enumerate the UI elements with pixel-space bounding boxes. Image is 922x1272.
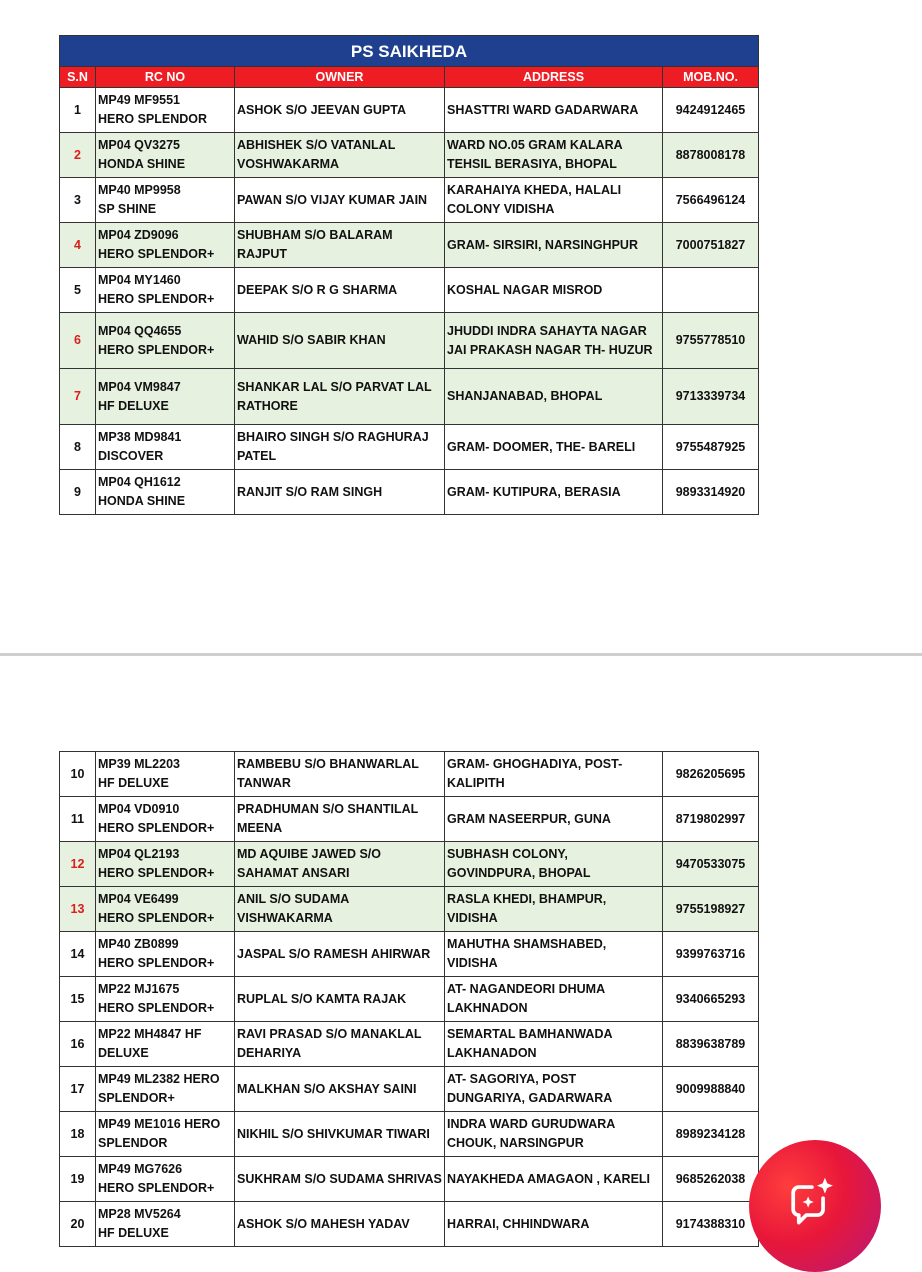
cell-sn-line: 3 [74,192,81,207]
table-row [60,842,759,887]
cell-rc-no-line: HERO SPLENDOR+ [98,292,215,306]
cell-mob-no [663,1022,759,1067]
cell-sn-line: 11 [70,811,85,826]
cell-owner [235,977,445,1022]
cell-owner-line: DEEPAK S/O R G SHARMA [237,282,398,297]
header-address: ADDRESS [445,67,663,88]
cell-mob-no-line: 9826205695 [675,766,746,781]
cell-owner [235,1112,445,1157]
cell-rc-no-line: MP04 VE6499 [98,892,179,906]
cell-mob-no-line: 9399763716 [675,946,746,961]
cell-address [445,1022,663,1067]
cell-owner [235,932,445,977]
cell-sn [60,178,96,223]
cell-rc-no-line: DELUXE [98,1046,149,1060]
cell-rc-no [96,977,235,1022]
cell-rc-no-line: MP49 MG7626 [98,1162,183,1176]
cell-sn [60,1202,96,1247]
cell-owner-line: PRADHUMAN S/O SHANTILAL [237,802,419,816]
cell-sn [60,470,96,515]
cell-sn-line: 17 [70,1081,85,1096]
cell-rc-no-line: MP49 ME1016 HERO [98,1117,221,1131]
cell-owner [235,1067,445,1112]
cell-owner-line: VOSHWAKARMA [237,157,340,171]
cell-sn-line: 18 [70,1126,85,1141]
cell-address [445,369,663,425]
cell-mob-no [663,977,759,1022]
cell-rc-no [96,470,235,515]
cell-mob-no-line: 7566496124 [675,192,746,207]
cell-mob-no [663,88,759,133]
header-owner: OWNER [235,67,445,88]
cell-owner [235,797,445,842]
cell-owner-line: RAJPUT [237,247,288,261]
cell-address-line: WARD NO.05 GRAM KALARA [447,138,623,152]
cell-mob-no-line: 9755198927 [675,901,746,916]
cell-rc-no-line: HERO SPLENDOR+ [98,866,215,880]
cell-owner-line: PAWAN S/O VIJAY KUMAR JAIN [237,192,428,207]
cell-address [445,1202,663,1247]
cell-sn [60,932,96,977]
cell-mob-no [663,133,759,178]
cell-address-line: AT- NAGANDEORI DHUMA [447,982,606,996]
cell-address-line: DUNGARIYA, GADARWARA [447,1091,613,1105]
cell-mob-no [663,1157,759,1202]
cell-rc-no-line: MP04 QH1612 [98,475,181,489]
cell-rc-no-line: HERO SPLENDOR [98,112,208,126]
cell-address-line: RASLA KHEDI, BHAMPUR, VIDISHA [447,892,607,925]
table-row [60,887,759,932]
table-row [60,932,759,977]
cell-owner-line: RUPLAL S/O KAMTA RAJAK [237,991,407,1006]
cell-address-line: KARAHAIYA KHEDA, HALALI [447,183,622,197]
cell-mob-no-line: 8989234128 [675,1126,746,1141]
cell-address [445,1112,663,1157]
cell-sn [60,1112,96,1157]
cell-address [445,268,663,313]
cell-mob-no-line: 9685262038 [675,1171,746,1186]
table-row [60,470,759,515]
cell-address-line: SHANJANABAD, BHOPAL [447,389,603,403]
cell-owner-line: ANIL S/O SUDAMA [237,892,350,906]
cell-mob-no [663,1067,759,1112]
cell-address-line: LAKHNADON [447,1001,528,1015]
cell-rc-no-line: HF DELUXE [98,398,169,413]
cell-rc-no-line: SP SHINE [98,202,157,216]
cell-owner-line: PATEL [237,449,277,463]
cell-address [445,425,663,470]
cell-rc-no [96,887,235,932]
table-row [60,1067,759,1112]
cell-owner-line: RANJIT S/O RAM SINGH [237,484,383,499]
cell-rc-no-line: MP04 QV3275 [98,138,180,152]
cell-address [445,470,663,515]
cell-owner-line: SUKHRAM S/O SUDAMA SHRIVAS [237,1171,442,1186]
cell-rc-no [96,223,235,268]
cell-mob-no [663,313,759,369]
vehicle-table-page-1 [59,35,759,515]
cell-address [445,887,663,932]
cell-mob-no [663,470,759,515]
table-title: PS SAIKHEDA [60,36,759,67]
cell-rc-no-line: HERO SPLENDOR+ [98,1181,215,1195]
cell-owner [235,133,445,178]
cell-address [445,313,663,369]
cell-sn-line: 14 [70,946,85,961]
cell-sn [60,1022,96,1067]
cell-owner-line: SAHAMAT ANSARI [237,866,350,880]
table-row [60,313,759,369]
cell-owner-line: MEENA [237,821,283,835]
cell-rc-no [96,88,235,133]
cell-address [445,842,663,887]
cell-rc-no [96,313,235,369]
cell-owner-line: BHAIRO SINGH S/O RAGHURAJ [237,430,429,444]
cell-rc-no-line: MP04 MY1460 [98,273,181,287]
cell-mob-no-line: 9009988840 [675,1081,746,1096]
cell-owner-line: NIKHIL S/O SHIVKUMAR TIWARI [237,1126,430,1141]
cell-mob-no-line: 8878008178 [675,147,746,162]
cell-address [445,1067,663,1112]
table-row [60,133,759,178]
cell-owner-line: ASHOK S/O JEEVAN GUPTA [237,102,407,117]
cell-rc-no [96,1112,235,1157]
cell-rc-no [96,797,235,842]
table-row [60,1022,759,1067]
cell-address-line: COLONY VIDISHA [447,202,555,216]
cell-owner-line: RAVI PRASAD S/O MANAKLAL [237,1027,422,1041]
cell-address-line: KALIPITH [447,776,505,790]
cell-sn-line: 13 [70,901,85,916]
cell-owner-line: RAMBEBU S/O BHANWARLAL [237,757,419,771]
header-sn: S.N [60,67,96,88]
cell-rc-no-line: MP39 ML2203 [98,757,180,771]
table-row [60,425,759,470]
cell-rc-no [96,425,235,470]
cell-address-line: TEHSIL BERASIYA, BHOPAL [447,157,617,171]
cell-owner [235,178,445,223]
table-row [60,1202,759,1247]
cell-mob-no-line: 9713339734 [675,389,746,403]
cell-sn [60,268,96,313]
cell-rc-no-line: HONDA SHINE [98,157,186,171]
cell-address [445,223,663,268]
cell-rc-no-line: MP40 ZB0899 [98,937,179,951]
cell-address-line: SHASTTRI WARD GADARWARA [447,102,639,117]
table-row [60,1112,759,1157]
cell-rc-no [96,752,235,797]
cell-sn-line: 12 [70,856,85,871]
cell-rc-no-line: HF DELUXE [98,1226,169,1240]
cell-mob-no [663,178,759,223]
cell-owner [235,887,445,932]
cell-owner [235,752,445,797]
cell-rc-no-line: HERO SPLENDOR+ [98,247,215,261]
cell-rc-no-line: MP22 MH4847 HF [98,1027,202,1041]
cell-mob-no-line: 9424912465 [675,102,746,117]
cell-sn-line: 4 [74,237,81,252]
cell-owner-line: ASHOK S/O MAHESH YADAV [237,1216,410,1231]
cell-address-line: CHOUK, NARSINGPUR [447,1136,584,1150]
cell-owner-line: SHUBHAM S/O BALARAM [237,228,393,242]
cell-rc-no-line: MP22 MJ1675 [98,982,180,996]
cell-mob-no-line: 9755487925 [675,439,746,454]
cell-sn-line: 10 [70,766,85,781]
cell-mob-no [663,223,759,268]
cell-sn-line: 1 [74,102,81,117]
cell-owner [235,268,445,313]
cell-rc-no-line: MP49 ML2382 HERO [98,1072,220,1086]
cell-sn [60,425,96,470]
header-rc-no: RC NO [96,67,235,88]
table-title-row [60,36,759,67]
table-row [60,369,759,425]
table-row [60,268,759,313]
cell-address [445,88,663,133]
table-row [60,178,759,223]
cell-sn-line: 5 [74,282,81,297]
cell-owner-line: MALKHAN S/O AKSHAY SAINI [237,1081,417,1096]
table-row [60,223,759,268]
cell-rc-no [96,268,235,313]
cell-owner-line: MD AQUIBE JAWED S/O [237,847,381,861]
cell-mob-no [663,797,759,842]
cell-rc-no [96,1157,235,1202]
cell-rc-no-line: MP38 MD9841 [98,430,182,444]
cell-address-line: LAKHANADON [447,1046,537,1060]
chat-sparkle-icon [782,1174,838,1230]
cell-address [445,1157,663,1202]
cell-owner [235,1022,445,1067]
cell-address-line: JHUDDI INDRA SAHAYTA NAGAR [447,323,647,338]
vehicle-table-page-2 [59,751,759,1247]
cell-rc-no [96,133,235,178]
cell-sn [60,1157,96,1202]
cell-mob-no [663,842,759,887]
cell-address-line: SEMARTAL BAMHANWADA [447,1027,613,1041]
cell-sn-line: 15 [70,991,85,1006]
cell-mob-no [663,1202,759,1247]
cell-rc-no-line: HERO SPLENDOR+ [98,911,215,925]
cell-sn [60,842,96,887]
chat-assistant-button[interactable] [749,1140,881,1272]
cell-rc-no [96,1022,235,1067]
cell-rc-no-line: DISCOVER [98,449,164,463]
cell-mob-no [663,369,759,425]
cell-address [445,932,663,977]
cell-sn-line: 6 [74,333,81,347]
cell-address-line: SUBHASH COLONY, [447,847,568,861]
table-row [60,752,759,797]
cell-rc-no-line: MP40 MP9958 [98,183,181,197]
cell-mob-no-line: 9174388310 [675,1216,746,1231]
cell-sn [60,369,96,425]
cell-address-line: GRAM- SIRSIRI, NARSINGHPUR [447,237,638,252]
table-row [60,1157,759,1202]
cell-owner [235,1157,445,1202]
table-row [60,977,759,1022]
cell-address-line: GRAM- DOOMER, THE- BARELI [447,439,636,454]
cell-sn [60,887,96,932]
cell-rc-no-line: SPLENDOR+ [98,1091,175,1105]
cell-address-line: GOVINDPURA, BHOPAL [447,866,591,880]
cell-sn-line: 7 [74,389,81,403]
cell-rc-no-line: HF DELUXE [98,776,169,790]
cell-address [445,178,663,223]
cell-mob-no-line: 9340665293 [675,991,746,1006]
cell-rc-no-line: HERO SPLENDOR+ [98,342,215,357]
cell-rc-no-line: MP04 VD0910 [98,802,180,816]
cell-sn [60,752,96,797]
cell-sn-line: 20 [70,1216,85,1231]
cell-sn [60,1067,96,1112]
cell-mob-no [663,752,759,797]
cell-owner [235,88,445,133]
table-header-row [60,67,759,88]
cell-address [445,133,663,178]
cell-address [445,752,663,797]
cell-owner [235,1202,445,1247]
cell-rc-no [96,369,235,425]
cell-rc-no-line: HERO SPLENDOR+ [98,821,215,835]
cell-mob-no [663,932,759,977]
cell-owner [235,470,445,515]
cell-sn [60,88,96,133]
cell-owner [235,425,445,470]
cell-rc-no-line: MP04 QQ4655 [98,323,182,338]
cell-rc-no [96,1202,235,1247]
cell-owner-line: RATHORE [237,398,298,413]
cell-sn [60,977,96,1022]
cell-address-line: GRAM- KUTIPURA, BERASIA [447,484,621,499]
cell-rc-no-line: MP28 MV5264 [98,1207,181,1221]
cell-owner-line: TANWAR [237,776,291,790]
cell-mob-no-line: 8839638789 [675,1036,746,1051]
header-mob-no: MOB.NO. [663,67,759,88]
cell-sn [60,223,96,268]
cell-mob-no-line: 9893314920 [675,484,746,499]
cell-address-line: JAI PRAKASH NAGAR TH- HUZUR [447,342,653,357]
cell-owner-line: WAHID S/O SABIR KHAN [237,333,386,347]
cell-rc-no-line: HERO SPLENDOR+ [98,956,215,970]
cell-rc-no-line: MP04 VM9847 [98,379,181,394]
cell-owner-line: DEHARIYA [237,1046,302,1060]
cell-mob-no [663,1112,759,1157]
cell-mob-no-line: 8719802997 [675,811,746,826]
cell-mob-no [663,425,759,470]
cell-sn-line: 9 [74,484,81,499]
cell-address-line: NAYAKHEDA AMAGAON , KARELI [447,1171,651,1186]
cell-owner [235,313,445,369]
cell-sn-line: 19 [70,1171,85,1186]
cell-sn [60,133,96,178]
cell-address-line: AT- SAGORIYA, POST [447,1072,577,1086]
cell-address [445,977,663,1022]
cell-sn [60,313,96,369]
cell-owner-line: JASPAL S/O RAMESH AHIRWAR [237,946,431,961]
cell-rc-no [96,932,235,977]
cell-rc-no [96,842,235,887]
table-row [60,88,759,133]
cell-mob-no-line: 9470533075 [675,856,746,871]
cell-address-line: GRAM NASEERPUR, GUNA [447,811,611,826]
page-divider [0,653,922,656]
cell-mob-no [663,887,759,932]
cell-rc-no-line: MP04 ZD9096 [98,228,179,242]
cell-address-line: INDRA WARD GURUDWARA [447,1117,616,1131]
cell-address [445,797,663,842]
cell-rc-no-line: SPLENDOR [98,1136,168,1150]
cell-rc-no-line: MP04 QL2193 [98,847,180,861]
cell-mob-no-line: 9755778510 [675,333,746,347]
cell-owner [235,842,445,887]
cell-address-line: MAHUTHA SHAMSHABED, VIDISHA [447,937,607,970]
cell-sn-line: 2 [74,147,81,162]
cell-owner-line: ABHISHEK S/O VATANLAL [237,138,396,152]
cell-owner-line: SHANKAR LAL S/O PARVAT LAL [237,379,432,394]
table-row [60,797,759,842]
cell-rc-no-line: HERO SPLENDOR+ [98,1001,215,1015]
cell-mob-no-line: 7000751827 [675,237,746,252]
cell-rc-no-line: MP49 MF9551 [98,93,180,107]
cell-owner-line: VISHWAKARMA [237,911,333,925]
cell-mob-no [663,268,759,313]
cell-sn-line: 16 [70,1036,85,1051]
cell-rc-no-line: HONDA SHINE [98,494,186,508]
cell-address-line: KOSHAL NAGAR MISROD [447,282,603,297]
cell-sn [60,797,96,842]
cell-rc-no [96,178,235,223]
cell-address-line: GRAM- GHOGHADIYA, POST- [447,757,623,771]
cell-rc-no [96,1067,235,1112]
cell-owner [235,223,445,268]
cell-address-line: HARRAI, CHHINDWARA [447,1216,590,1231]
cell-owner [235,369,445,425]
cell-sn-line: 8 [74,439,81,454]
